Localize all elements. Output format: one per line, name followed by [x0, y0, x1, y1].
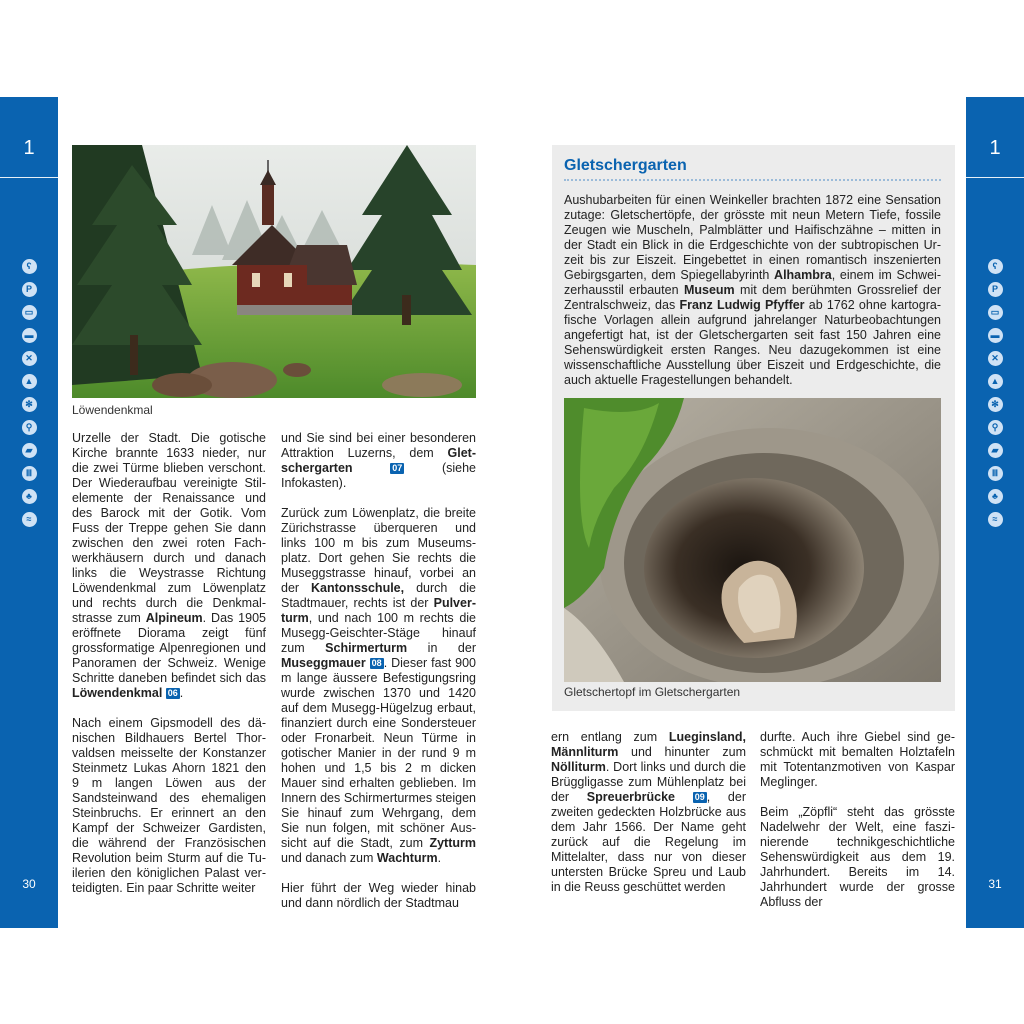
- bike-icon: ⚲: [22, 420, 37, 435]
- map-reference-badge: 08: [371, 658, 382, 668]
- train-icon: ▭: [988, 305, 1003, 320]
- tree-icon: ♣: [988, 489, 1003, 504]
- paragraph: [281, 506, 476, 866]
- text-run: mit dem berühmten Grossrelief der Zentralschweiz, das: [564, 283, 941, 312]
- text-run: ab 1762 ohne kartografische Vorlagen allein aufgrund jahrelanger Naturbeobachtungen angefertigt hat, ist der Gletschergarten seit fast 150 Jahren eine Sehenswürdigkeit ersten Ranges. Neu dazugekommen ist eine wissenschaftliche Ausstellung über Eiszeit und Erdgeschichte, die auch aktuelle Fragestellungen behandelt.: [564, 298, 941, 387]
- glacier-pothole-photo: [564, 398, 941, 682]
- paragraph: [281, 431, 476, 491]
- infobox-title: Gletschergarten: [564, 157, 687, 174]
- text-run: Aushubarbeiten für einen Weinkeller brachten 1872 eine Sensation zutage: Gletschertöpfe, der grösste mit neun Metern Tiefe, fossile Zeugen wie Muscheln, Palmblätter und Haifischzähne – mitten in der Stadt ein Blick in die Erdgeschichte von der subtropischen Urzeit bis zur Eiszeit. Eingebettet in einen romantisch inszenierten Gebirgsgarten, dem Spiegellabyrinth: [564, 193, 941, 282]
- chapter-rule: [966, 177, 1024, 178]
- bold-term: Spreuerbrücke: [586, 790, 676, 804]
- bold-term: Alhambra: [774, 268, 832, 282]
- text-run: [675, 790, 693, 804]
- swimming-icon: ≈: [988, 512, 1003, 527]
- text-run: .: [179, 686, 184, 700]
- bus-icon: ▬: [988, 328, 1003, 343]
- text-run: durch die Stadtmauer, rechts ist der: [281, 581, 476, 610]
- text-run: Urzelle der Stadt. Die gotische Kirche brannte 1633 nieder, nur die zwei Türme blieben verschont. Der Wiederaufbau vereinigte Stilelemente der Renaissance und des Barock mit der Gotik. Vom Fuss der Treppe gehen Sie dann zwischen den zwei roten Fachwerkhäusern durch und danach links die Weystrasse Richtung Löwendenkmal zum Löwenplatz und rechts durch die Denkmalstrasse zum: [72, 431, 266, 625]
- left-icon-column: [0, 259, 58, 535]
- snowflake-icon: ✻: [988, 397, 1003, 412]
- text-run: Hier führt der Weg wieder hinab und dann nördlich der Stadtmau: [281, 881, 476, 910]
- left-chapter-band: [0, 97, 58, 928]
- page-number-left: 30: [22, 877, 36, 891]
- parking-icon: P: [988, 282, 1003, 297]
- bus-icon: ▬: [22, 328, 37, 343]
- chapter-number: 1: [23, 137, 35, 159]
- glacier-pothole-illustration: [564, 398, 941, 682]
- bold-term: Nölliturm: [551, 760, 606, 774]
- bike-icon: ⚲: [988, 420, 1003, 435]
- text-run: durfte. Auch ihre Giebel sind geschmückt mit bemalten Holztafeln mit Totentanzmotiven von Kaspar Meglinger.: [760, 730, 955, 789]
- text-run: in der: [407, 641, 476, 655]
- infobox-divider: [564, 179, 941, 181]
- bold-term: Wachturm: [376, 851, 438, 865]
- snowflake-icon: ✻: [22, 397, 37, 412]
- paragraph: [760, 805, 955, 910]
- paragraph: [72, 716, 266, 896]
- text-run: . Das 1905 eröffnete Diorama zeigt fünf grossformatige Alpenregionen und Panoramen der Schweiz. Wenige Schritte daneben befindet sich das: [72, 611, 266, 685]
- text-run: , der zweiten gedeckten Holzbrücke aus dem Jahr 1566. Der Name geht zurück auf die Regelung im Mittelalter, dass nur von dieser untersten Brücke Spreu und Laub in die Reuss geschüttet werden: [551, 790, 746, 894]
- map-reference-badge: 09: [694, 792, 705, 802]
- text-run: und hinunter zum: [618, 745, 746, 759]
- restaurant-icon: ✕: [22, 351, 37, 366]
- bold-term: Pulverturm: [281, 596, 476, 625]
- text-run: und danach zum: [281, 851, 377, 865]
- museum-icon: Ⅲ: [22, 466, 37, 481]
- text-run: Nach einem Gipsmodell des dänischen Bildhauers Bertel Thorvaldsen meisselte der Konstanzer Steinmetz Lukas Ahorn 1821 den 9 m langen Löwen aus der Sandsteinwand des ehemaligen Steinbruchs. Er erinnert an den Kampf der Schweizer Gardisten, die während der Französischen Revolution beim Sturm auf die Tuilerien den königlichen Palast verteidigten. Ein paar Schritte weiter: [72, 716, 266, 895]
- page-number-right: 31: [988, 877, 1002, 891]
- map-reference-badge: 07: [392, 463, 403, 473]
- mountain-icon: ▲: [22, 374, 37, 389]
- left-column-1: [72, 431, 266, 911]
- bear-icon: ʕ: [22, 259, 37, 274]
- right-icon-column: [966, 259, 1024, 535]
- text-run: . Dort links und durch die Brüggligasse zum Mühlenplatz bei der: [551, 760, 746, 804]
- car-icon: ▰: [22, 443, 37, 458]
- map-reference-badge: 06: [167, 688, 178, 698]
- text-run: [353, 461, 391, 475]
- bold-term: Löwendenkmal: [72, 686, 163, 700]
- bold-term: Lueginsland, Männliturm: [551, 730, 746, 759]
- text-run: , und nach 100 m rechts die Musegg-Geischter-Stäge hinauf zum: [281, 611, 476, 655]
- infobox-body: [564, 193, 941, 388]
- text-run: (siehe Infokasten).: [281, 461, 476, 490]
- bear-icon: ʕ: [988, 259, 1003, 274]
- right-chapter-band: [966, 97, 1024, 928]
- swimming-icon: ≈: [22, 512, 37, 527]
- bold-term: Kantonsschule,: [311, 581, 405, 595]
- text-run: Beim „Zöpfli“ steht das grösste Nadelwehr der Welt, eine faszinierende technikgeschichtliche Sehenswürdigkeit aus dem 19. Jahrhundert. Bereits im 14. Jahrhundert wurde der grosse Abfluss der: [760, 805, 955, 909]
- paragraph: [281, 881, 476, 911]
- left-column-2: [281, 431, 476, 926]
- bold-term: Franz Ludwig Pfyffer: [679, 298, 805, 312]
- restaurant-icon: ✕: [988, 351, 1003, 366]
- train-icon: ▭: [22, 305, 37, 320]
- paragraph: [72, 431, 266, 701]
- parking-icon: P: [22, 282, 37, 297]
- bold-term: Schirmerturm: [325, 641, 408, 655]
- car-icon: ▰: [988, 443, 1003, 458]
- text-run: .: [437, 851, 442, 865]
- gletschergarten-infobox: [552, 145, 955, 711]
- pothole-photo-caption: Gletschertopf im Gletschergarten: [564, 685, 741, 699]
- text-run: , einem im Schweizerhausstil erbauten: [564, 268, 941, 297]
- text-run: und Sie sind bei einer besonderen Attraktion Luzerns, dem: [281, 431, 476, 460]
- paragraph: [760, 730, 955, 790]
- museum-icon: Ⅲ: [988, 466, 1003, 481]
- tree-icon: ♣: [22, 489, 37, 504]
- chapel-illustration: [72, 145, 476, 398]
- bold-term: Alpineum: [145, 611, 203, 625]
- paragraph: [551, 730, 746, 895]
- chapel-photo-caption: Löwendenkmal: [72, 403, 153, 417]
- text-run: Zurück zum Löwenplatz, die breite Zürichstrasse überqueren und links 100 m bis zum Museumsplatz. Dort gehen Sie rechts die Museggstrasse hinauf, vorbei an der: [281, 506, 476, 595]
- text-run: . Dieser fast 900 m lange äussere Befestigungsring wurde zwischen 1370 und 1420 auf dem Musegg-Hügelzug erbaut, finanziert durch eine Sondersteuer oder Fronarbeit. Neun Türme in gotischer Manier in der rund 9 m hohen und 1,5 bis 2 m dicken Mauer sind erhalten geblieben. Im Innern des Schirmerturmes steigen Sie hinauf zum Wehrgang, dem Sie nun folgen, mit schöner Aussicht auf die Stadt, zum: [281, 656, 477, 850]
- text-run: ern entlang zum: [551, 730, 669, 744]
- right-column-1: [551, 730, 746, 910]
- bold-term: Zytturm: [429, 836, 476, 850]
- bold-term: Gletschergarten: [281, 446, 476, 475]
- chapel-photo: [72, 145, 476, 398]
- right-column-2: [760, 730, 955, 925]
- bold-term: Museum: [683, 283, 735, 297]
- bold-term: Museggmauer: [281, 656, 366, 670]
- mountain-icon: ▲: [988, 374, 1003, 389]
- chapter-rule: [0, 177, 58, 178]
- chapter-number: 1: [989, 137, 1001, 159]
